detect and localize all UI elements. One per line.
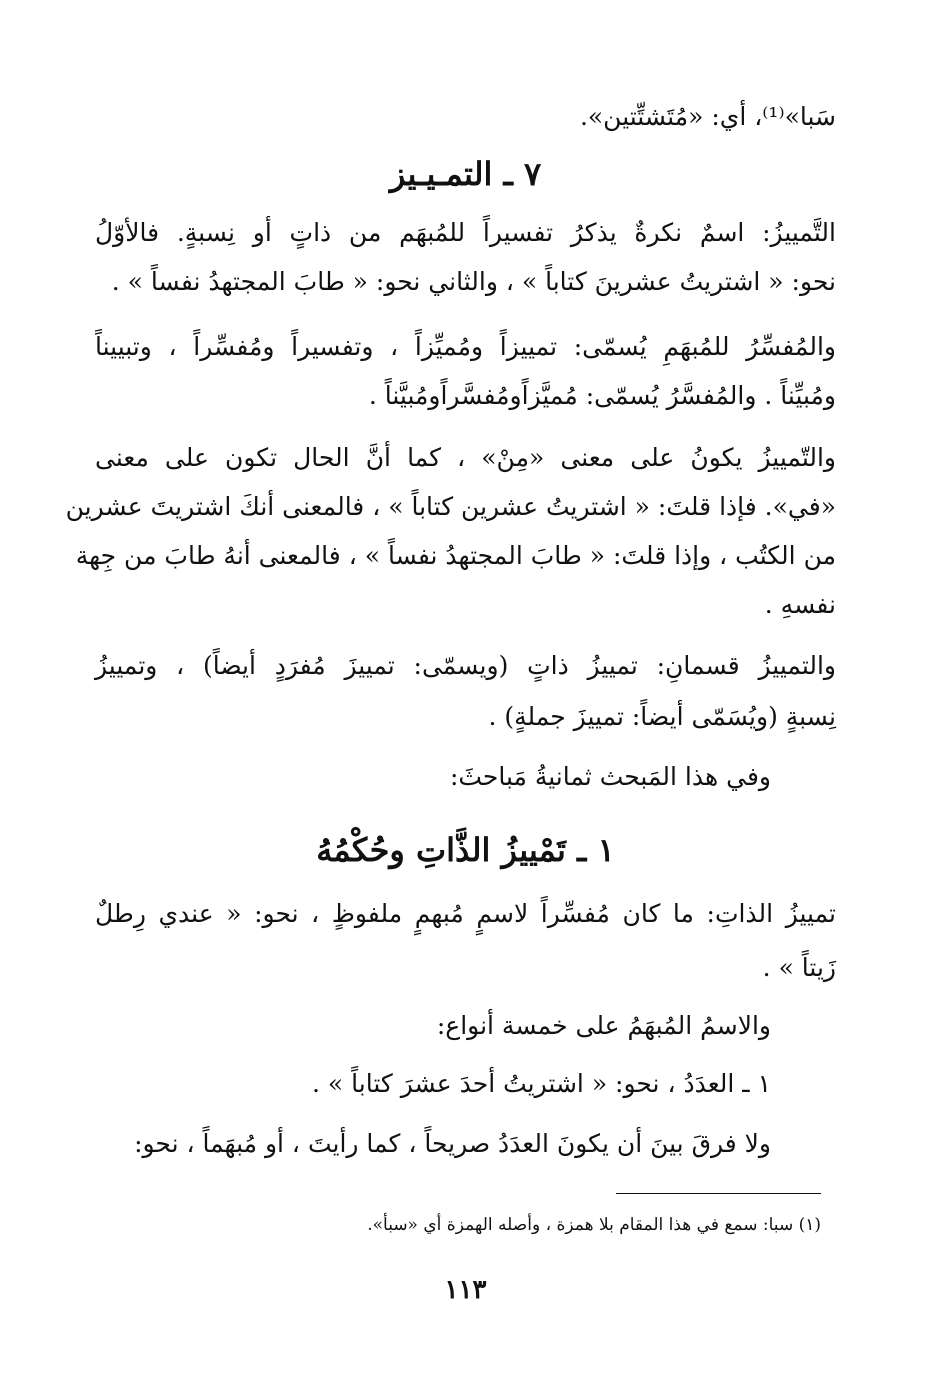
paragraph-line: والتّمييزُ يكونُ على معنى «مِنْ» ، كما أنَّ الحال تكون على معنى bbox=[95, 443, 836, 472]
list-item: ١ ـ العدَدُ ، نحو: « اشتريتُ أحدَ عشرَ كتاباً » . bbox=[311, 1069, 771, 1098]
paragraph-line: من الكتُب ، وإذا قلتَ: « طابَ المجتهدُ نفساً » ، فالمعنى أنهُ طابَ من جِهة bbox=[75, 541, 836, 570]
paragraph-line: نفسهِ . bbox=[764, 590, 836, 619]
continuation-line: سَبا»⁽¹⁾، أي: «مُتَشتِّتين». bbox=[579, 102, 836, 131]
paragraph-line: والمُفسِّرُ للمُبهَمِ يُسمّى: تمييزاً ومُميِّزاً ، وتفسيراً ومُفسِّراً ، وتبييناً bbox=[95, 332, 836, 361]
footnote-divider bbox=[616, 1193, 821, 1194]
paragraph-line: والاسمُ المُبهَمُ على خمسة أنواع: bbox=[436, 1011, 771, 1040]
paragraph-line: «في». فإذا قلتَ: « اشتريتُ عشرين كتاباً » ، فالمعنى أنكَ اشتريتَ عشرين bbox=[65, 492, 836, 521]
paragraph-line: تمييزُ الذاتِ: ما كان مُفسِّراً لاسمٍ مُبهمٍ ملفوظٍ ، نحو: « عندي رِطلٌ bbox=[95, 899, 836, 928]
paragraph-line: ومُبيِّناً . والمُفسَّرُ يُسمّى: مُميَّزاًومُفسَّراًومُبيَّناً . bbox=[368, 381, 836, 410]
paragraph-line: والتمييزُ قسمانِ: تمييزُ ذاتٍ (ويسمّى: تمييزَ مُفرَدٍ أيضاً) ، وتمييزُ bbox=[95, 651, 836, 680]
paragraph-line: التَّمييزُ: اسمٌ نكرةٌ يذكرُ تفسيراً للمُبهَم من ذاتٍ أو نِسبةٍ. فالأوّلُ bbox=[95, 218, 836, 247]
paragraph-line: وفي هذا المَبحث ثمانيةُ مَباحثَ: bbox=[449, 762, 771, 791]
subsection-heading: ١ ـ تَمْييزُ الذَّاتِ وحُكْمُهُ bbox=[316, 831, 615, 869]
page-number: ١١٣ bbox=[444, 1275, 487, 1305]
footnote: (١) سبا: سمع في هذا المقام بلا همزة ، وأصله الهمزة أي «سبأ». bbox=[367, 1215, 821, 1235]
paragraph-line: ولا فرقَ بينَ أن يكونَ العدَدُ صريحاً ، كما رأيتَ ، أو مُبهَماً ، نحو: bbox=[134, 1129, 771, 1158]
section-heading: ٧ ـ التمـيـيز bbox=[389, 155, 542, 193]
paragraph-line: نِسبةٍ (ويُسَمّى أيضاً: تمييزَ جملةٍ) . bbox=[488, 702, 836, 731]
paragraph-line: نحو: « اشتريتُ عشرينَ كتاباً » ، والثاني نحو: « طابَ المجتهدُ نفساً » . bbox=[111, 267, 836, 296]
paragraph-line: زَيتاً » . bbox=[762, 953, 836, 982]
